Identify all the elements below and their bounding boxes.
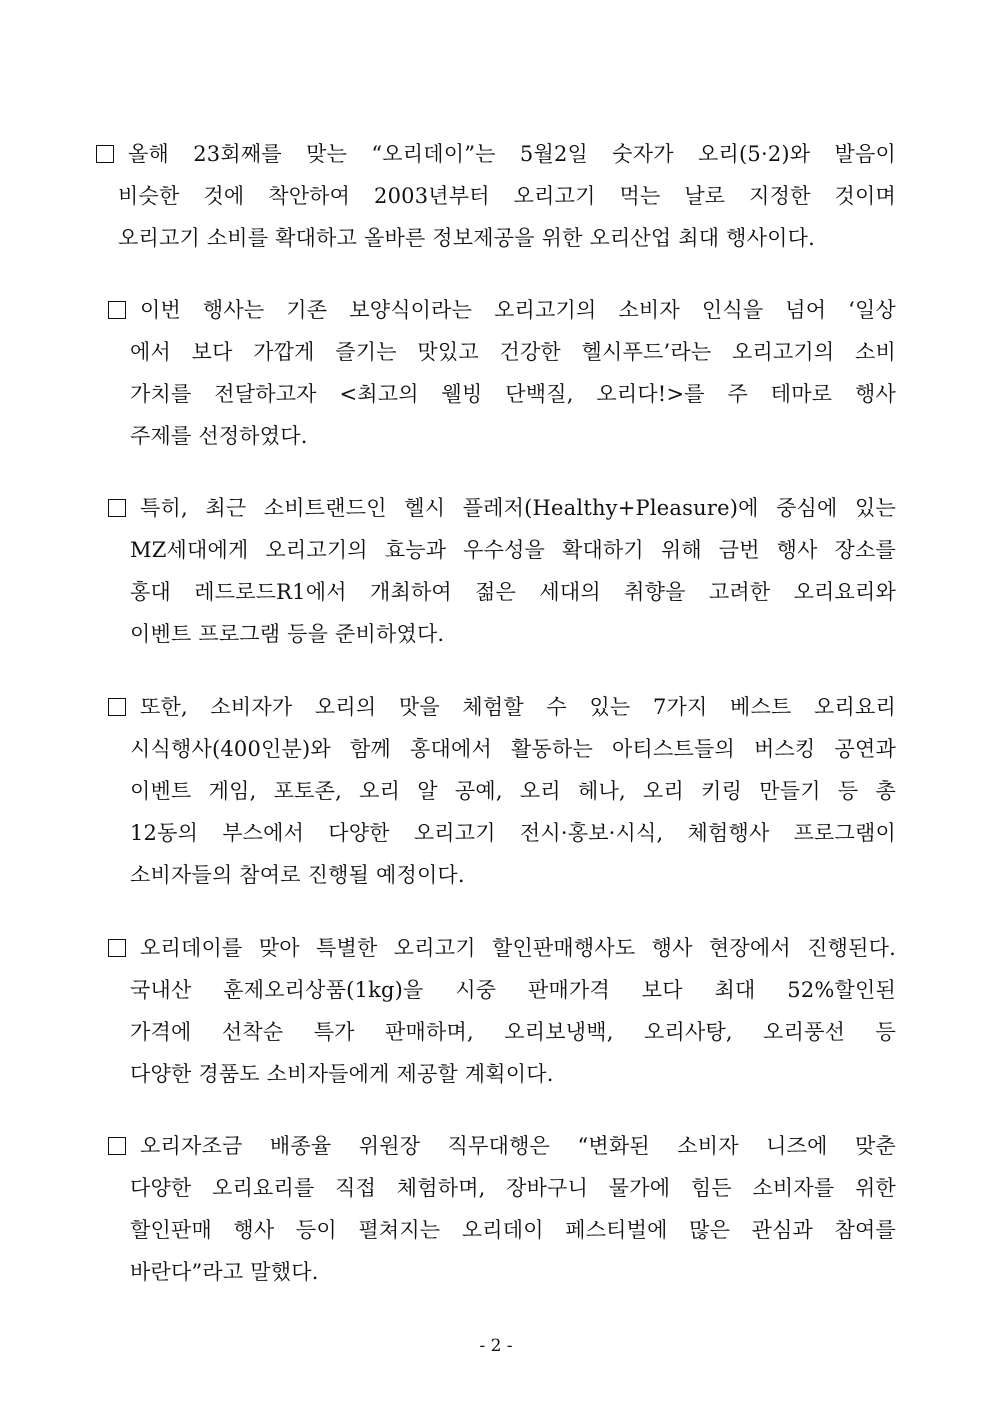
paragraph-line: 이벤트 프로그램 등을 준비하였다. [130, 622, 445, 646]
paragraph-line: 국내산 훈제오리상품(1kg)을 시중 판매가격 보다 최대 52%할인된 [130, 978, 896, 1002]
paragraph-line: 가격에 선착순 특가 판매하며, 오리보냉백, 오리사탕, 오리풍선 등 [130, 1020, 896, 1044]
paragraph-discount-sale [108, 927, 896, 1095]
paragraph-chairman-quote [108, 1125, 896, 1293]
paragraph-line: 바란다”라고 말했다. [130, 1260, 319, 1284]
checkbox-icon [108, 301, 126, 319]
page-number: - 2 - [479, 1336, 513, 1356]
paragraph-line: 에서 보다 가깝게 즐기는 맛있고 건강한 헬시푸드’라는 오리고기의 소비 [130, 340, 896, 364]
paragraph-event-theme [108, 289, 896, 457]
paragraph-line: 다양한 오리요리를 직접 체험하며, 장바구니 물가에 힘든 소비자를 위한 [130, 1176, 896, 1200]
checkbox-icon [108, 698, 126, 716]
checkbox-icon [108, 499, 126, 517]
paragraph-line: 소비자들의 참여로 진행될 예정이다. [130, 863, 465, 887]
paragraph-line: 다양한 경품도 소비자들에게 제공할 계획이다. [130, 1062, 554, 1086]
paragraph-line: 오리데이를 맞아 특별한 오리고기 할인판매행사도 행사 현장에서 진행된다. [140, 936, 896, 960]
checkbox-icon [108, 1137, 126, 1155]
paragraph-line: 가치를 전달하고자 <최고의 웰빙 단백질, 오리다!>를 주 테마로 행사 [130, 382, 896, 406]
paragraph-oriday-intro [96, 133, 896, 259]
checkbox-icon [96, 145, 114, 163]
paragraph-line: 오리고기 소비를 확대하고 올바른 정보제공을 위한 오리산업 최대 행사이다. [118, 226, 815, 250]
paragraph-line: 홍대 레드로드R1에서 개최하여 젊은 세대의 취향을 고려한 오리요리와 [130, 580, 896, 604]
paragraph-line: 시식행사(400인분)와 함께 홍대에서 활동하는 아티스트들의 버스킹 공연과 [130, 737, 896, 761]
paragraph-line: MZ세대에게 오리고기의 효능과 우수성을 확대하기 위해 금번 행사 장소를 [130, 538, 896, 562]
paragraph-line: 올해 23회째를 맞는 “오리데이”는 5월2일 숫자가 오리(5·2)와 발음이 [128, 142, 896, 166]
paragraph-line: 할인판매 행사 등이 펼쳐지는 오리데이 페스티벌에 많은 관심과 참여를 [130, 1218, 896, 1242]
paragraph-line: 오리자조금 배종율 위원장 직무대행은 “변화된 소비자 니즈에 맞춘 [140, 1134, 896, 1158]
checkbox-icon [108, 939, 126, 957]
paragraph-line: 비슷한 것에 착안하여 2003년부터 오리고기 먹는 날로 지정한 것이며 [118, 184, 896, 208]
paragraph-line: 12동의 부스에서 다양한 오리고기 전시·홍보·시식, 체험행사 프로그램이 [130, 821, 896, 845]
paragraph-programs [108, 686, 896, 896]
paragraph-mz-generation [108, 487, 896, 655]
paragraph-line: 또한, 소비자가 오리의 맛을 체험할 수 있는 7가지 베스트 오리요리 [140, 695, 896, 719]
paragraph-line: 특히, 최근 소비트랜드인 헬시 플레저(Healthy+Pleasure)에 중심에 있는 [140, 496, 896, 520]
paragraph-line: 주제를 선정하였다. [130, 424, 308, 448]
paragraph-line: 이번 행사는 기존 보양식이라는 오리고기의 소비자 인식을 넘어 ‘일상 [140, 298, 896, 322]
paragraph-line: 이벤트 게임, 포토존, 오리 알 공예, 오리 헤나, 오리 키링 만들기 등 총 [130, 779, 896, 803]
